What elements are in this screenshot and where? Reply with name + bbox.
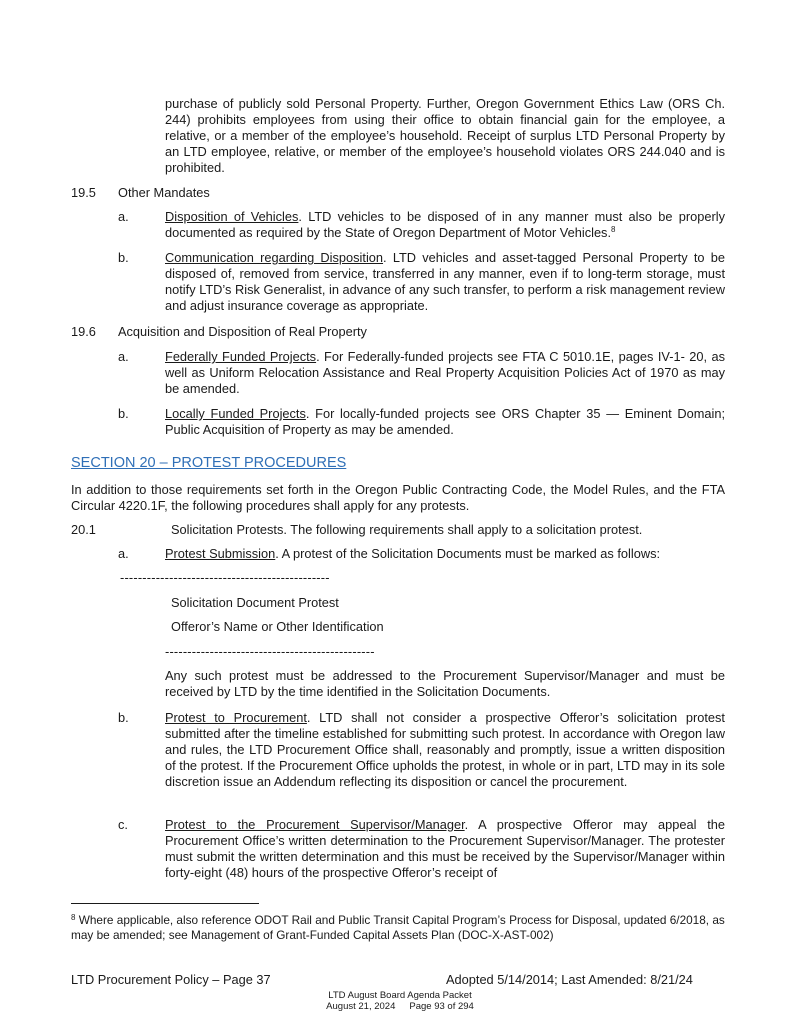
item-19-5-a [165,209,725,241]
section-20-intro: In addition to those requirements set forth in the Oregon Public Contracting Code, the Model Rules, and the FTA Circular 4220.1F, the following procedures shall apply for any protests. [71,482,725,513]
item-19-5-a-title: Disposition of Vehicles [165,209,299,224]
footer-left: LTD Procurement Policy – Page 37 [71,972,271,987]
item-20-a-label: a. [118,546,129,561]
item-19-5-b-title: Communication regarding Disposition [165,250,384,265]
item-20-b-text: . LTD shall not consider a prospective Offeror’s solicitation protest submitted after the timeline established for submitting such protest. In accordance with Oregon law and rules, the LTD Procurement Office shall, reasonably and promptly, issue a written disposition of the protest. If the Procurement Office upholds the protest, in whole or in part, LTD may in its sole discretion issue an Addendum reflecting its disposition or cancel the procurement. [165,710,725,789]
item-20-c [165,817,725,881]
item-20-a-text: . A protest of the Solicitation Documents must be marked as follows: [275,546,661,561]
dashed-rule-top: ----------------------------------------------- [120,570,330,585]
item-20-a-followup: Any such protest must be addressed to the Procurement Supervisor/Manager and must be received by LTD by the time identified in the Solicitation Documents. [165,668,725,699]
packet-stamp-info [0,1001,800,1012]
item-19-5-b-text: . LTD vehicles and asset-tagged Personal Property to be disposed of, removed from service, transferred in any manner, even if to long-term storage, must notify LTD’s Risk Generalist, in advance of any such transfer, to perform a risk management review and adjust insurance coverage as appropriate. [165,250,725,313]
continuation-paragraph: purchase of publicly sold Personal Property. Further, Oregon Government Ethics Law (ORS Ch. 244) prohibits employees from using their office to obtain financial gain for the employee, a relative, or a member of the employee’s household. Receipt of surplus LTD Personal Property by an LTD employee, relative, or member of the employee’s household violates ORS 244.040 and is prohibited. [165,96,725,175]
item-19-6-b-label: b. [118,406,129,421]
marking-line-2: Offeror’s Name or Other Identification [171,619,384,634]
item-19-6-a-text: . For Federally-funded projects see FTA C 5010.1E, pages IV-1- 20, as well as Uniform Relocation Assistance and Real Property Acquisition Policies Act of 1970 as may be amended. [165,349,726,396]
item-19-6-b-title: Locally Funded Projects [165,406,306,421]
footnote [71,910,731,943]
footnote-number: 8 [71,913,76,922]
section-20-1-text: Solicitation Protests. The following requirements shall apply to a solicitation protest. [171,522,643,537]
item-19-6-b-text: . For locally-funded projects see ORS Chapter 35 — Eminent Domain; Public Acquisition of Property as may be amended. [165,406,726,437]
packet-stamp-title: LTD August Board Agenda Packet [328,990,472,1001]
item-20-a-title: Protest Submission [165,546,276,561]
item-20-b-title: Protest to Procurement [165,710,307,725]
marking-line-1: Solicitation Document Protest [171,595,339,610]
section-20-1-number: 20.1 [71,522,96,537]
item-20-b [165,710,725,790]
section-19-5-number: 19.5 [71,185,96,200]
footnote-divider [71,903,259,904]
footer-right: Adopted 5/14/2014; Last Amended: 8/21/24 [446,972,693,987]
section-19-6-title: Acquisition and Disposition of Real Property [118,324,367,339]
item-20-b-label: b. [118,710,129,725]
item-19-6-a-label: a. [118,349,129,364]
section-19-6-number: 19.6 [71,324,96,339]
item-19-5-b-label: b. [118,250,129,265]
item-19-5-a-label: a. [118,209,129,224]
packet-stamp-page: Page 93 of 294 [409,1001,474,1012]
section-19-5-title: Other Mandates [118,185,210,200]
item-20-a [165,546,660,562]
footnote-text: Where applicable, also reference ODOT Rail and Public Transit Capital Program’s Process for Disposal, updated 6/2018, as may be amended; see Management of Grant-Funded Capital Assets Plan (DOC-X-AST-002) [71,913,725,942]
item-19-6-a [165,349,725,397]
item-19-5-a-text: . LTD vehicles to be disposed of in any manner must also be properly documented as required by the State of Oregon Department of Motor Vehicles. [165,209,725,240]
item-19-6-a-title: Federally Funded Projects [165,349,317,364]
item-20-c-label: c. [118,817,128,832]
item-19-5-b [165,250,725,314]
dashed-rule-bottom: ----------------------------------------------- [165,644,375,659]
footnote-ref: 8 [611,225,616,234]
item-20-c-text: . A prospective Offeror may appeal the Procurement Office’s written determination to the Procurement Supervisor/Manager. The protester must submit the written determination and this must be received by the Supervisor/Manager within forty-eight (48) hours of the prospective Offeror’s receipt of [165,817,725,880]
item-19-6-b [165,406,725,438]
item-20-c-title: Protest to the Procurement Supervisor/Manager [165,817,465,832]
packet-stamp-date: August 21, 2024 [326,1001,396,1012]
section-20-heading[interactable]: SECTION 20 – PROTEST PROCEDURES [71,455,347,471]
